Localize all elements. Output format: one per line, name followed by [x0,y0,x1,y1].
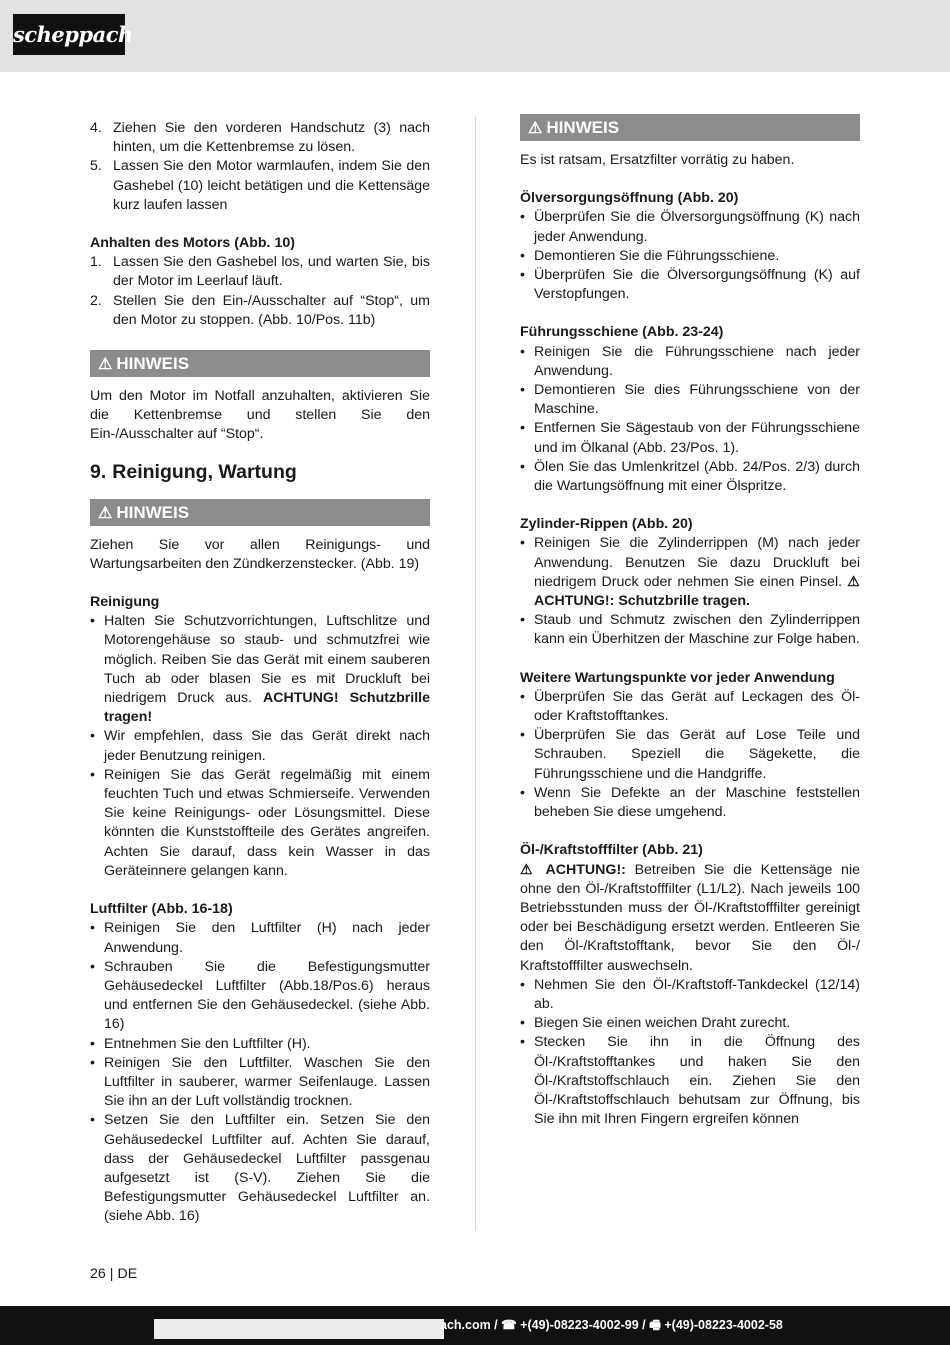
chapter-heading: 9. Reinigung, Wartung [90,460,297,483]
list-item: • Halten Sie Schutzvorrichtungen, Luftschlitze und Motorengehäuse so staub- und schmutzfrei wie möglich. Reiben Sie das Gerät mit einem sauberen Tuch ab oder blasen Sie es mit Druckluft bei niedrigem Druck aus. ACHTUNG! Schutzbrille tragen! [90,612,430,727]
list-item: • Schrauben Sie die Befestigungsmutter Gehäusedeckel Luftfilter (Abb.18/Pos.6) heraus und entfernen Sie den Gehäusedeckel. (siehe Abb. 16) [90,958,430,1035]
page-number: 26 | DE [90,1266,138,1282]
footer-redaction [154,1319,444,1339]
list-item: • Reinigen Sie die Führungsschiene nach jeder Anwendung. [520,343,860,381]
warning-triangle-icon: ⚠ [98,504,113,522]
page-separator: | [109,1266,114,1282]
list-item: • Nehmen Sie den Öl-/Kraftstoff-Tankdeckel (12/14) ab. [520,976,860,1014]
list-item: • Überprüfen Sie die Ölversorgungsöffnung (K) auf Verstopfungen. [520,266,860,304]
oelversorgung-list [520,208,860,304]
section-heading-luftfilter: Luftfilter (Abb. 16-18) [90,901,233,918]
list-item: • Staub und Schmutz zwischen den Zylinderrippen kann ein Überhitzen der Maschine zur Folge haben. [520,611,860,649]
list-item: • Wir empfehlen, dass Sie das Gerät direkt nach jeder Benutzung reinigen. [90,727,430,765]
list-item: 1. Lassen Sie den Gashebel los, und warten Sie, bis der Motor im Leerlauf läuft. [90,254,430,290]
hinweis-banner: ⚠ HINWEIS [520,114,860,141]
section-heading-weitere: Weitere Wartungspunkte vor jeder Anwendung [520,669,835,686]
list-item: • Setzen Sie den Luftfilter ein. Setzen Sie den Gehäusedeckel Luftfilter auf. Achten Sie darauf, dass der Gehäusedeckel Luftfilter passgenau aufgesetzt ist (S-V). Ziehen Sie die Befestigungsmutter Gehäusedeckel Luftfilter an. (siehe Abb. 16) [90,1111,430,1226]
column-divider [475,116,476,1230]
list-item: 5. Lassen Sie den Motor warmlaufen, indem Sie den Gashebel (10) leicht betätigen und die Kettensäge kurz laufen lassen [90,158,430,213]
section-heading-zylinder: Zylinder-Rippen (Abb. 20) [520,516,693,533]
start-steps-list [90,119,430,215]
list-item: • Reinigen Sie den Luftfilter (H) nach jeder Anwendung. [90,919,430,957]
warning-triangle-icon: ⚠ [98,356,113,374]
filter-list [520,976,860,1130]
list-item: • Demontieren Sie dies Führungsschiene von der Maschine. [520,381,860,419]
reinigung-list [90,612,430,881]
warning-triangle-icon: ⚠ [528,120,543,137]
hinweis-text: Es ist ratsam, Ersatzfilter vorrätig zu haben. [520,152,795,168]
section-heading-stop-motor: Anhalten des Motors (Abb. 10) [90,235,295,252]
list-item: 4. Ziehen Sie den vorderen Handschutz (3) nach hinten, um die Kettenbremse zu lösen. [90,120,430,156]
section-heading-oelversorgung: Ölversorgungsöffnung (Abb. 20) [520,190,739,207]
section-heading-reinigung: Reinigung [90,594,160,611]
warning-triangle-icon: ⚠ [847,573,860,590]
hinweis-text: Um den Motor im Notfall anzuhalten, aktivieren Sie die Kettenbremse und stellen Sie den Ein-/Ausschalter auf “Stop“. [90,388,430,443]
right-column [520,114,860,1129]
list-item: • Entnehmen Sie den Luftfilter (H). [90,1035,430,1054]
list-item: • Reinigen Sie den Luftfilter. Waschen Sie den Luftfilter in sauberer, warmer Seifenlauge. Lassen Sie ihn an der Luft vollständig trocknen. [90,1054,430,1112]
hinweis-banner: ⚠ HINWEIS [90,499,430,526]
footer-contact: ach.com / ☎ +(49)-08223-4002-99 / 🖷 +(49)-08223-4002-58 [440,1318,783,1332]
list-item: • Ölen Sie das Umlenkritzel (Abb. 24/Pos. 2/3) durch die Wartungsöffnung mit einer Ölspritze. [520,458,860,496]
scheppach-logo: scheppach [13,14,125,55]
warning-note: ACHTUNG! Schutzbrille tragen! [104,690,430,726]
list-item: • Demontieren Sie die Führungsschiene. [520,247,860,266]
section-heading-filter: Öl-/Kraftstofffilter (Abb. 21) [520,842,703,859]
list-item: 2. Stellen Sie den Ein-/Ausschalter auf “Stop“, um den Motor zu stoppen. (Abb. 10/Pos. 11b) [90,292,430,328]
left-column [90,119,430,1227]
list-item: • Überprüfen Sie das Gerät auf Lose Teile und Schrauben. Speziell die Sägekette, die Führungsschiene und die Handgriffe. [520,726,860,784]
hinweis-text: Ziehen Sie vor allen Reinigungs- und Wartungsarbeiten den Zündkerzenstecker. (Abb. 19) [90,536,430,572]
list-item: • Biegen Sie einen weichen Draht zurecht. [520,1014,860,1033]
section-heading-fuehrungsschiene: Führungsschiene (Abb. 23-24) [520,324,724,341]
fuehrungsschiene-list [520,343,860,497]
footer-bar [0,1306,950,1345]
list-item: • Wenn Sie Defekte an der Maschine feststellen beheben Sie diese umgehend. [520,784,860,822]
weitere-list [520,688,860,822]
list-item: • Reinigen Sie die Zylinderrippen (M) nach jeder Anwendung. Benutzen Sie dazu Druckluft bei niedrigem Druck oder nehmen Sie einen Pinsel. ⚠ ACHTUNG!: Schutzbrille tragen. [520,534,860,611]
filter-warning-text: ⚠ ACHTUNG!: Betreiben Sie die Kettensäge nie ohne den Öl-/Kraftstofffilter (L1/L2). Nach jeweils 100 Betriebsstunden muss der Öl-/Kraftstofffilter gereinigt oder bei Beschädigung ersetzt werden. Entleeren Sie den Öl-/Kraftstofftank, bevor Sie den Öl-/ Kraftstofffilter auswechseln. [520,861,860,974]
header-band [0,0,950,72]
list-item: • Reinigen Sie das Gerät regelmäßig mit einem feuchten Tuch und etwas Schmierseife. Verwenden Sie keine Reinigungs- oder Lösungsmittel. Diese könnten die Kunststoffteile des Gerätes angreifen. Achten Sie darauf, dass kein Wasser in das Geräteinnere gelangen kann. [90,766,430,881]
luftfilter-list [90,919,430,1226]
hinweis-banner: ⚠ HINWEIS [90,350,430,377]
zylinder-list [520,534,860,649]
warning-note: ⚠ ACHTUNG!: Schutzbrille tragen. [534,573,860,610]
list-item: • Stecken Sie ihn in die Öffnung des Öl-/Kraftstofftankes und haken Sie den Öl-/Kraftstoffschlauch ein. Ziehen Sie den Öl-/Kraftstoffschlauch behutsam zur Öffnung, bis Sie ihn mit Ihren Fingern ergreifen können [520,1033,860,1129]
list-item: • Überprüfen Sie die Ölversorgungsöffnung (K) nach jeder Anwendung. [520,208,860,246]
stop-steps-list [90,253,430,330]
list-item: • Überprüfen Sie das Gerät auf Leckagen des Öl- oder Kraftstofftankes. [520,688,860,726]
list-item: • Entfernen Sie Sägestaub von der Führungsschiene und im Ölkanal (Abb. 23/Pos. 1). [520,419,860,457]
warning-triangle-icon: ⚠ [520,861,546,878]
